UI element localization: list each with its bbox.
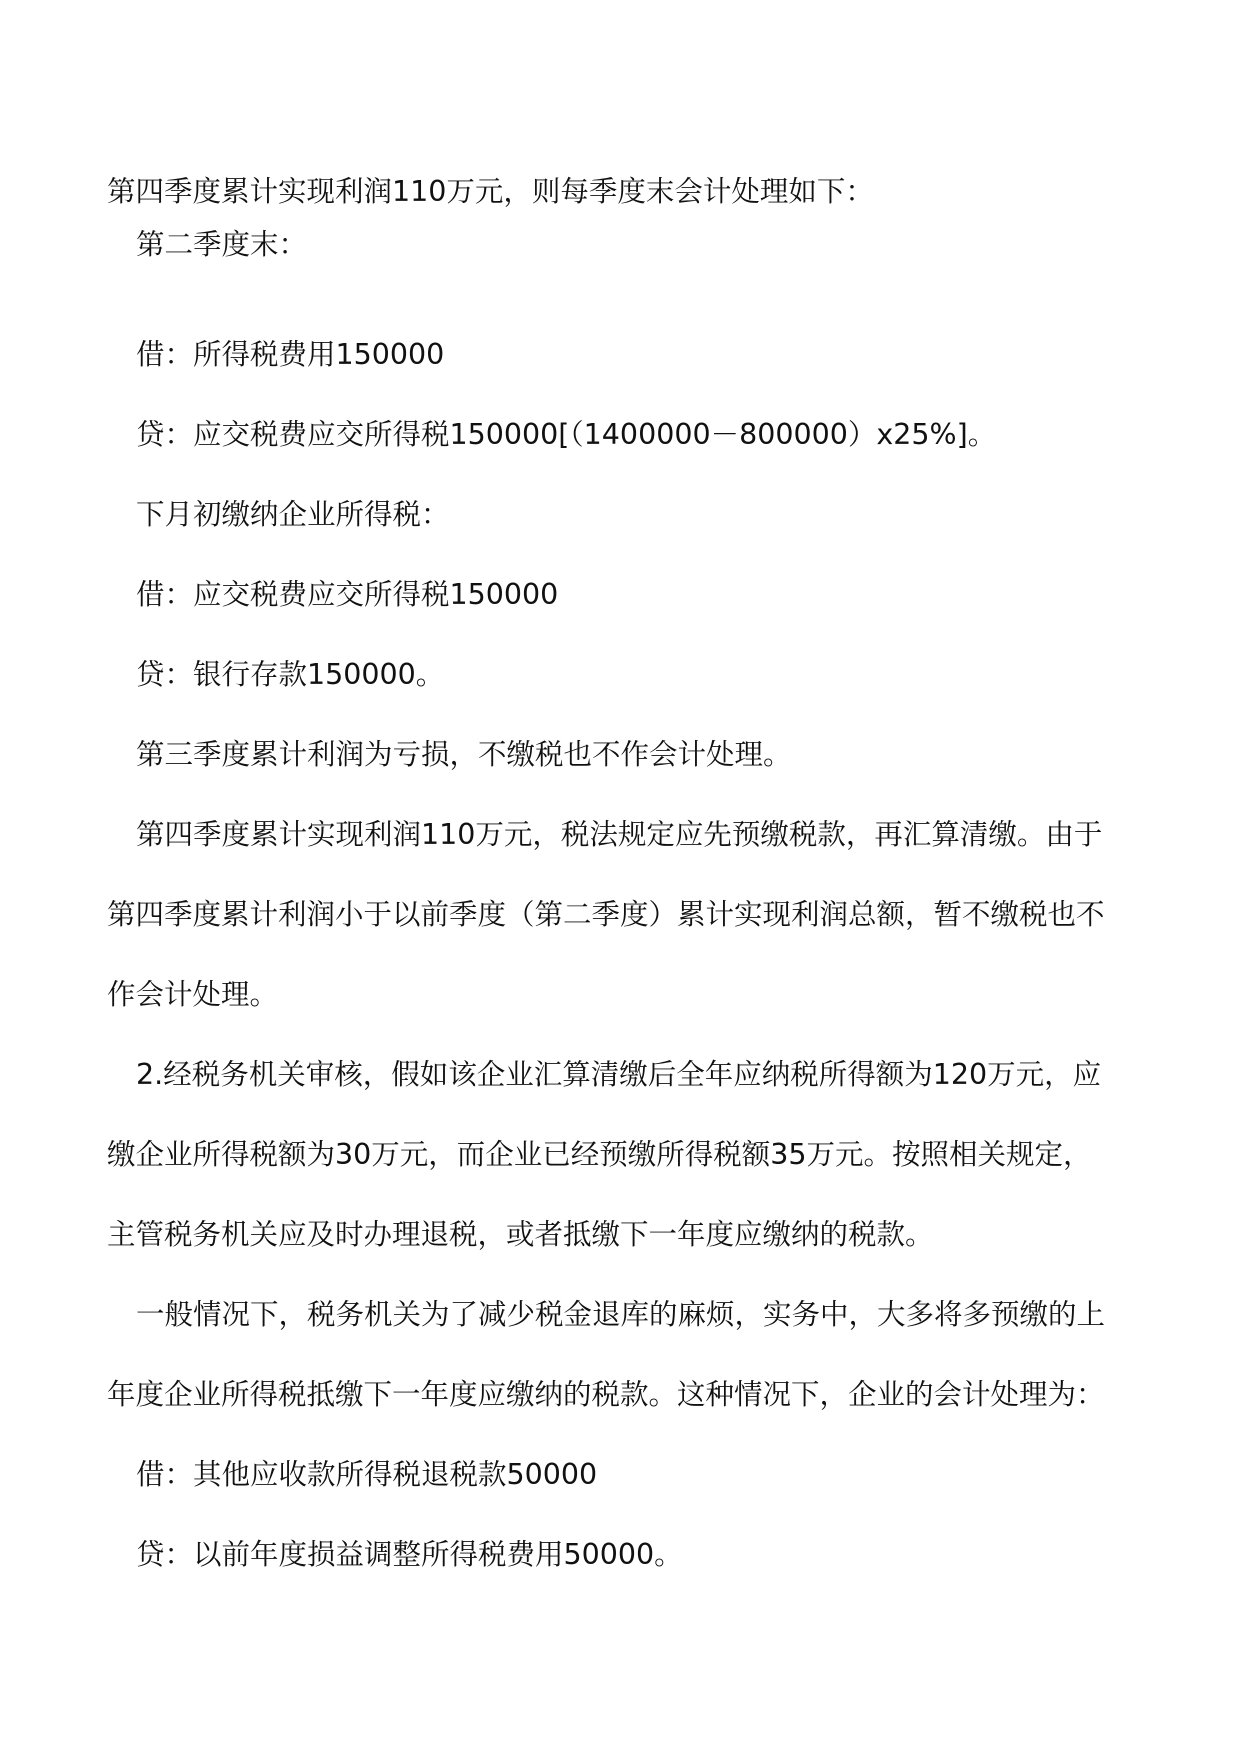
paragraph-line: 借：其他应收款所得税退税款50000 — [136, 1458, 598, 1491]
paragraph-line: 第四季度累计利润小于以前季度（第二季度）累计实现利润总额，暂不缴税也不 — [107, 898, 1105, 931]
paragraph-line: 作会计处理。 — [107, 978, 279, 1011]
paragraph-line: 借：应交税费应交所得税150000 — [136, 578, 559, 611]
paragraph-line: 借：所得税费用150000 — [136, 338, 445, 371]
paragraph-line: 第三季度累计利润为亏损，不缴税也不作会计处理。 — [136, 738, 792, 771]
paragraph-line: 贷：银行存款150000。 — [136, 658, 445, 691]
paragraph-line: 第四季度累计实现利润110万元，则每季度末会计处理如下： — [107, 175, 874, 208]
paragraph-line: 下月初缴纳企业所得税： — [136, 498, 450, 531]
paragraph-line: 贷：以前年度损益调整所得税费用50000。 — [136, 1538, 683, 1571]
paragraph-line: 第二季度末： — [136, 228, 308, 261]
paragraph-line: 主管税务机关应及时办理退税，或者抵缴下一年度应缴纳的税款。 — [107, 1218, 934, 1251]
paragraph-line: 缴企业所得税额为30万元，而企业已经预缴所得税额35万元。按照相关规定， — [107, 1138, 1092, 1171]
paragraph-line: 年度企业所得税抵缴下一年度应缴纳的税款。这种情况下，企业的会计处理为： — [107, 1378, 1105, 1411]
paragraph-line: 一般情况下，税务机关为了减少税金退库的麻烦，实务中，大多将多预缴的上 — [136, 1298, 1106, 1331]
paragraph-line: 第四季度累计实现利润110万元，税法规定应先预缴税款，再汇算清缴。由于 — [136, 818, 1103, 851]
paragraph-line: 贷：应交税费应交所得税150000[（1400000－800000）x25%]。 — [136, 418, 997, 451]
paragraph-line: 2.经税务机关审核，假如该企业汇算清缴后全年应纳税所得额为120万元，应 — [136, 1058, 1102, 1091]
